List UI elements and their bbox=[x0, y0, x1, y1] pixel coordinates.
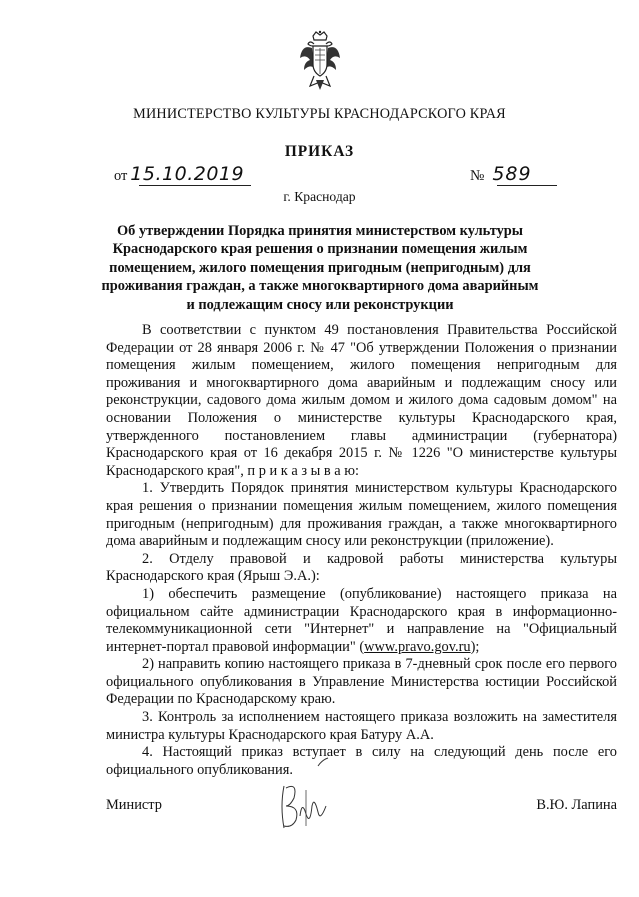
number-underline bbox=[497, 185, 557, 186]
paragraph-subitem-1 bbox=[106, 586, 617, 656]
number-prefix: № bbox=[470, 168, 485, 184]
paragraph-item-4: 4. Настоящий приказ вступает в силу на следующий день после его официального опубликования. bbox=[106, 744, 617, 778]
coat-of-arms-icon bbox=[298, 30, 342, 92]
ministry-name: МИНИСТЕРСТВО КУЛЬТУРЫ КРАСНОДАРСКОГО КРАЯ bbox=[133, 106, 506, 122]
signatory-title: Министр bbox=[106, 797, 162, 813]
document-heading: Об утверждении Порядка принятия министерством культуры Краснодарского края решения о признании помещения жилым помещением, жилого помещения пригодным (непригодным) для проживания граждан, а также многоквартирного дома аварийным и подлежащим сносу или реконструкции bbox=[101, 223, 539, 313]
paragraph-item-2: 2. Отделу правовой и кадровой работы министерства культуры Краснодарского края (Ярыш Э.А.): bbox=[106, 550, 617, 585]
date-prefix: от bbox=[114, 168, 128, 184]
handwritten-signature bbox=[276, 776, 336, 836]
paragraph-preamble: В соответствии с пунктом 49 постановления Правительства Российской Федерации от 28 января 2006 г. № 47 "Об утверждении Положения о признании помещения жилым помещением, жилого помещения непригодным для проживания и многоквартирного дома аварийным и подлежащим сносу или реконструкции, садового дома жилым домом и жилого дома садовым домом" на основании Положения о министерстве культуры Краснодарского края, утвержденного постановлением главы администрации (губернатора) Краснодарского края от 16 декабря 2015 г. № 1226 "О министерстве культуры Краснодарского края", п р и к а з ы в а ю: bbox=[106, 322, 617, 479]
pravo-link[interactable]: www.pravo.gov.ru bbox=[364, 638, 471, 655]
date-value: 15.10.2019 bbox=[130, 163, 245, 185]
order-number bbox=[470, 163, 532, 185]
city: г. Краснодар bbox=[283, 189, 356, 204]
number-value: 589 bbox=[492, 163, 532, 185]
pen-mark bbox=[316, 756, 330, 768]
signatory-name: В.Ю. Лапина bbox=[536, 797, 617, 813]
subitem-1-end: ); bbox=[470, 638, 480, 655]
paragraph-item-1: 1. Утвердить Порядок принятия министерством культуры Краснодарского края решения о признании помещения жилым помещением, жилого помещения пригодным (непригодным) для проживания граждан, а также многоквартирного дома аварийным и подлежащим сносу или реконструкции (приложение). bbox=[106, 480, 617, 550]
document-type: ПРИКАЗ bbox=[284, 143, 355, 160]
paragraph-subitem-2: 2) направить копию настоящего приказа в 7-дневный срок после его первого официального опубликования в Управление Министерства юстиции Российской Федерации по Краснодарскому краю. bbox=[106, 656, 617, 708]
document-body bbox=[106, 322, 617, 779]
subitem-1-text: 1) обеспечить размещение (опубликование) настоящего приказа на официальном сайте администрации Краснодарского края в информационно-телекоммуникационной сети "Интернет" и направление на "Официальный интернет-портал правовой информации" ( bbox=[106, 585, 617, 655]
date-underline bbox=[139, 185, 251, 186]
order-date bbox=[114, 163, 244, 185]
paragraph-item-3: 3. Контроль за исполнением настоящего приказа возложить на заместителя министра культуры Краснодарского края Батуру А.А. bbox=[106, 709, 617, 743]
